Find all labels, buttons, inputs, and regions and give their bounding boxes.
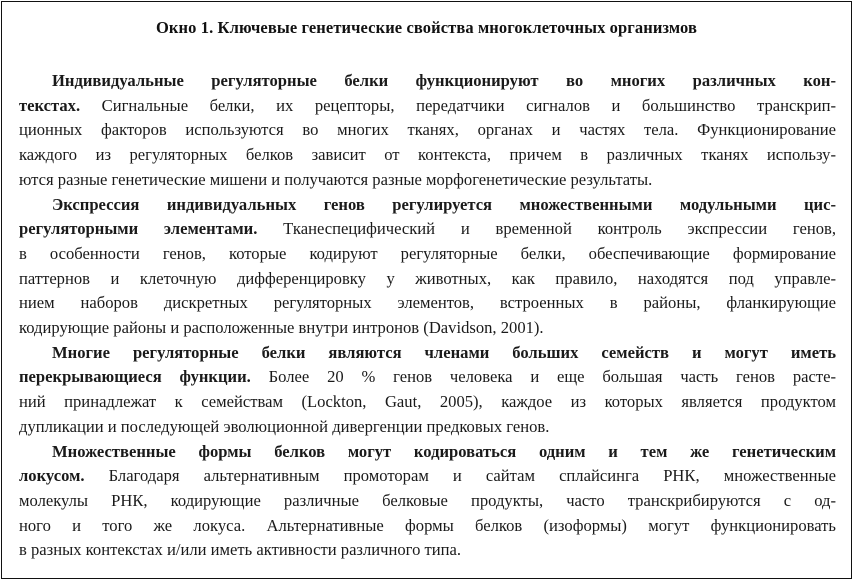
bold-lead: текстах. (19, 95, 81, 115)
text-line (19, 291, 836, 316)
box-content (19, 69, 836, 563)
text-line (19, 464, 836, 489)
line-text: дупликации и последующей эволюционной дивергенции предковых генов. (19, 416, 550, 436)
text-line (19, 267, 836, 292)
line-text: Более 20 % генов человека и еще большая часть генов расте- (250, 367, 836, 387)
text-line (19, 390, 836, 415)
line-text: ются разные генетические мишени и получаются разные морфогенетические результаты. (19, 169, 653, 189)
line-text: Сигнальные белки, их рецепторы, передатчики сигналов и большинство транскрип- (80, 95, 836, 115)
line-text: в разных контекстах и/или иметь активности различного типа. (19, 540, 462, 560)
text-line (19, 316, 836, 341)
line-text: Тканеспецифический и временной контроль экспрессии генов, (257, 219, 836, 239)
bold-lead: Экспрессия индивидуальных генов регулируется множественными модульными цис- (52, 194, 836, 214)
line-text: Благодаря альтернативным промоторам и сайтам сплайсинга РНК, множественные (84, 466, 836, 486)
bold-lead: Многие регуляторные белки являются членами больших семейств и могут иметь (52, 342, 836, 362)
line-text: нием наборов дискретных регуляторных элементов, встроенных в районы, фланкирующие (19, 293, 836, 313)
paragraph-4 (19, 440, 836, 564)
bold-lead: Индивидуальные регуляторные белки функционируют во многих различных кон- (52, 71, 836, 90)
line-text: молекулы РНК, кодирующие различные белковые продукты, часто транскрибируются с од- (19, 490, 836, 510)
bold-lead: локусом. (19, 466, 85, 486)
bold-lead: Множественные формы белков могут кодироваться одним и тем же генетическим (52, 441, 836, 461)
line-text: ний принадлежат к семействам (Lockton, Gaut, 2005), каждое из которых является продуктом (19, 392, 836, 412)
text-line (19, 365, 836, 390)
text-line (19, 193, 836, 218)
line-text: в особенности генов, которые кодируют регуляторные белки, обеспечивающие формирование (19, 243, 836, 263)
line-text: ного и того же локуса. Альтернативные формы белков (изоформы) могут функционировать (19, 515, 836, 535)
text-line (19, 217, 836, 242)
text-line (19, 440, 836, 465)
text-line (19, 242, 836, 267)
paragraph-1 (19, 69, 836, 193)
text-line (19, 168, 836, 193)
bold-lead: регуляторными элементами. (19, 219, 258, 239)
text-line (19, 415, 836, 440)
paragraph-2 (19, 193, 836, 341)
bold-lead: перекрывающиеся функции. (19, 367, 251, 387)
line-text: паттернов и клеточную дифференцировку у животных, как правило, находятся под управле- (19, 268, 836, 288)
text-line (19, 538, 836, 563)
paragraph-3 (19, 341, 836, 440)
text-line (19, 118, 836, 143)
line-text: ционных факторов используются во многих тканях, органах и частях тела. Функционирование (19, 120, 836, 140)
line-text: каждого из регуляторных белков зависит от контекста, причем в различных тканях использу- (19, 145, 836, 165)
text-line (19, 489, 836, 514)
line-text: кодирующие районы и расположенные внутри интронов (Davidson, 2001). (19, 318, 544, 338)
text-box (1, 1, 852, 579)
text-line (19, 514, 836, 539)
text-line (19, 143, 836, 168)
text-line (19, 341, 836, 366)
text-line (19, 69, 836, 94)
box-title: Окно 1. Ключевые генетические свойства многоклеточных организмов (156, 18, 697, 37)
text-line (19, 94, 836, 119)
